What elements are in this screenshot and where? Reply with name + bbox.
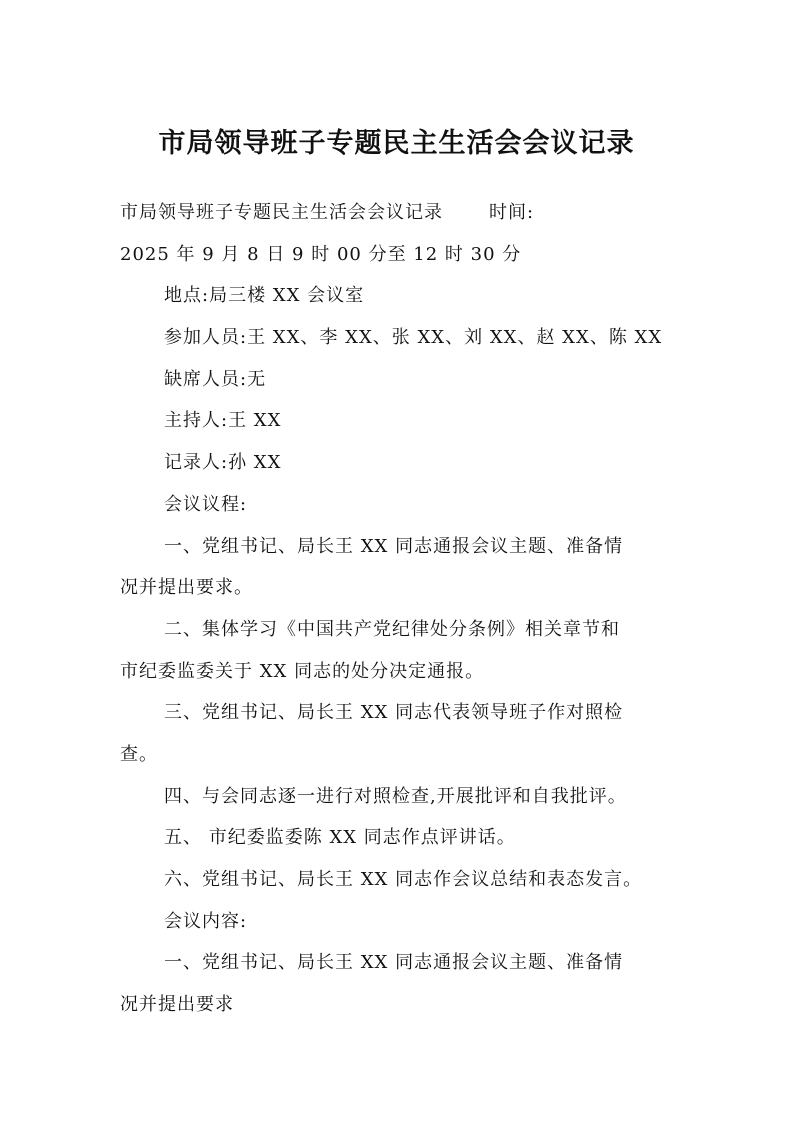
absent-line: 缺席人员:无 (164, 368, 267, 390)
agenda-item-4: 四、与会同志逐一进行对照检查,开展批评和自我批评。 (164, 785, 627, 807)
location-line: 地点:局三楼 XX 会议室 (164, 285, 365, 307)
document-title: 市局领导班子专题民主生活会会议记录 (158, 128, 635, 159)
content-heading: 会议内容: (164, 910, 248, 932)
agenda-item-3-cont: 查。 (120, 743, 158, 765)
header-line (120, 192, 676, 234)
content-item-1: 一、党组书记、局长王 XX 同志通报会议主题、准备情 (164, 952, 624, 974)
time-label: 时间: (489, 202, 535, 223)
agenda-item-3: 三、党组书记、局长王 XX 同志代表领导班子作对照检 (164, 702, 624, 724)
agenda-heading: 会议议程: (164, 493, 248, 515)
attendees-line: 参加人员:王 XX、李 XX、张 XX、刘 XX、赵 XX、陈 XX (164, 327, 663, 349)
agenda-item-1: 一、党组书记、局长王 XX 同志通报会议主题、准备情 (164, 535, 624, 557)
host-line: 主持人:王 XX (164, 410, 282, 432)
time-value: 2025 年 9 月 8 日 9 时 00 分至 12 时 30 分 (120, 243, 522, 265)
agenda-item-2: 二、集体学习《中国共产党纪律处分条例》相关章节和 (164, 618, 620, 640)
agenda-item-6: 六、党组书记、局长王 XX 同志作会议总结和表态发言。 (164, 869, 643, 890)
agenda-item-2-cont: 市纪委监委关于 XX 同志的处分决定通报。 (120, 660, 485, 682)
agenda-item-1-cont: 况并提出要求。 (120, 577, 253, 599)
agenda-item-5: 五、 市纪委监委陈 XX 同志作点评讲话。 (164, 827, 516, 849)
recorder-line: 记录人:孙 XX (164, 452, 282, 474)
document-body (120, 192, 676, 1026)
header-title-text: 市局领导班子专题民主生活会会议记录 (120, 202, 443, 223)
content-item-1-cont: 况并提出要求 (120, 994, 234, 1016)
